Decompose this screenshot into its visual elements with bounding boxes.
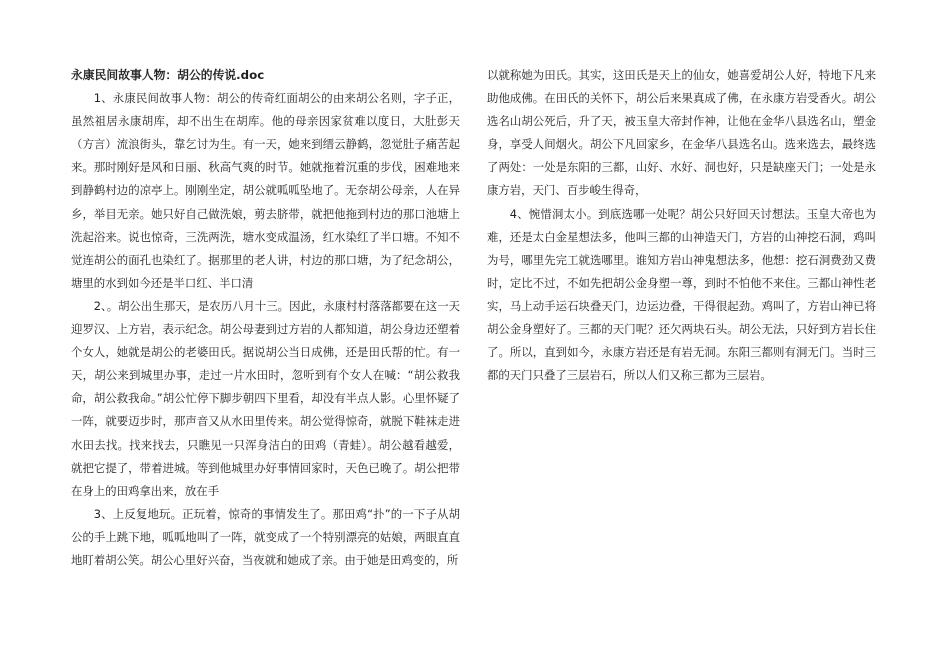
paragraph-1: 1、永康民间故事人物：胡公的传奇红面胡公的由来胡公名则，字子正，虽然祖居永康胡库，却不出生在胡库。他的母亲因家贫难以度日，大肚彭天（方言）流浪街头，靠乞讨为生。有一天，她来到缙云静鹤，忽觉肚子痛苦起来。那时刚好是风和日丽、秋高气爽的时节。她就拖着沉重的步伐，困难地来到静鹤村边的凉亭上。刚刚坐定，胡公就呱呱坠地了。无奈胡公母亲，人在异乡，举目无亲。她只好自己做洗娘，剪去脐带，就把他拖到村边的那口池塘上洗起浴来。说也惊奇，三洗两洗，塘水变成温汤，红水染红了半口塘。不知不觉连胡公的面孔也染红了。据那里的老人讲，村边的那口塘，为了纪念胡公，塘里的水到如今还是半口红、半口清 xyxy=(71,91,460,290)
document-title: 永康民间故事人物：胡公的传说.doc xyxy=(71,68,265,82)
paragraph-4: 4、惋惜洞太小。到底选哪一处呢？胡公只好回天讨想法。玉皇大帝也为难，还是太白金星想法多，他叫三都的山神造天门，方岩的山神挖石洞，鸡叫为号，哪里先完工就选哪里。谁知方岩山神鬼想法多，他想：挖石洞费劲又费时，定比不过，不如先把胡公金身塑一尊，到时不怕他不来住。三都山神性老实，马上动手运石块叠天门，边运边叠，干得很起劲。鸡叫了，方岩山神已将胡公金身塑好了。三都的天门呢？还欠两块石头。胡公无法，只好到方岩长住了。所以，直到如今，永康方岩还是有岩无洞。东阳三都则有洞无门。当时三都的天门只叠了三层岩石，所以人们又称三都为三层岩。 xyxy=(487,206,876,383)
paragraph-3-continuation: 以就称她为田氏。其实，这田氏是天上的仙女，她喜爱胡公人好，特地下凡来助他成佛。在田氏的关怀下，胡公后来果真成了佛，在永康方岩受香火。胡公选名山胡公死后，升了天，被玉皇大帝封作神，让他在金华八县选名山，塑金身，享受人间烟火。胡公下凡回家乡，在金华八县选名山。选来选去，最终选了两处：一处是东阳的三都，山好、水好、洞也好，只是缺座天门；一处是永康方岩，天门、百步峻生得奇， xyxy=(487,68,876,198)
right-column xyxy=(487,64,876,387)
paragraph-3: 3、上反复地玩。正玩着，惊奇的事情发生了。那田鸡“扑”的一下子从胡公的手上跳下地，呱呱地叫了一阵，就变成了一个特别漂亮的姑娘，两眼直直地盯着胡公笑。胡公心里好兴奋，当夜就和她成了亲。由于她是田鸡变的，所 xyxy=(71,506,460,567)
left-column xyxy=(71,64,460,572)
paragraph-2: 2、。胡公出生那天，是农历八月十三。因此，永康村村落落都要在这一天迎罗汉、上方岩，表示纪念。胡公母妻到过方岩的人都知道，胡公身边还塑着个女人，她就是胡公的老婆田氏。据说胡公当日成佛，还是田氏帮的忙。有一天，胡公来到城里办事，走过一片水田时，忽听到有个女人在喊：“胡公救我命，胡公救我命。”胡公忙停下脚步朝四下里看，却没有半点人影。心里怀疑了一阵，就要迈步时，那声音又从水田里传来。胡公觉得惊奇，就脱下鞋袜走进水田去找。找来找去，只瞧见一只浑身洁白的田鸡（青蛙）。胡公越看越爱，就把它提了，带着进城。等到他城里办好事情回家时，天色已晚了。胡公把带在身上的田鸡拿出来，放在手 xyxy=(71,298,460,498)
